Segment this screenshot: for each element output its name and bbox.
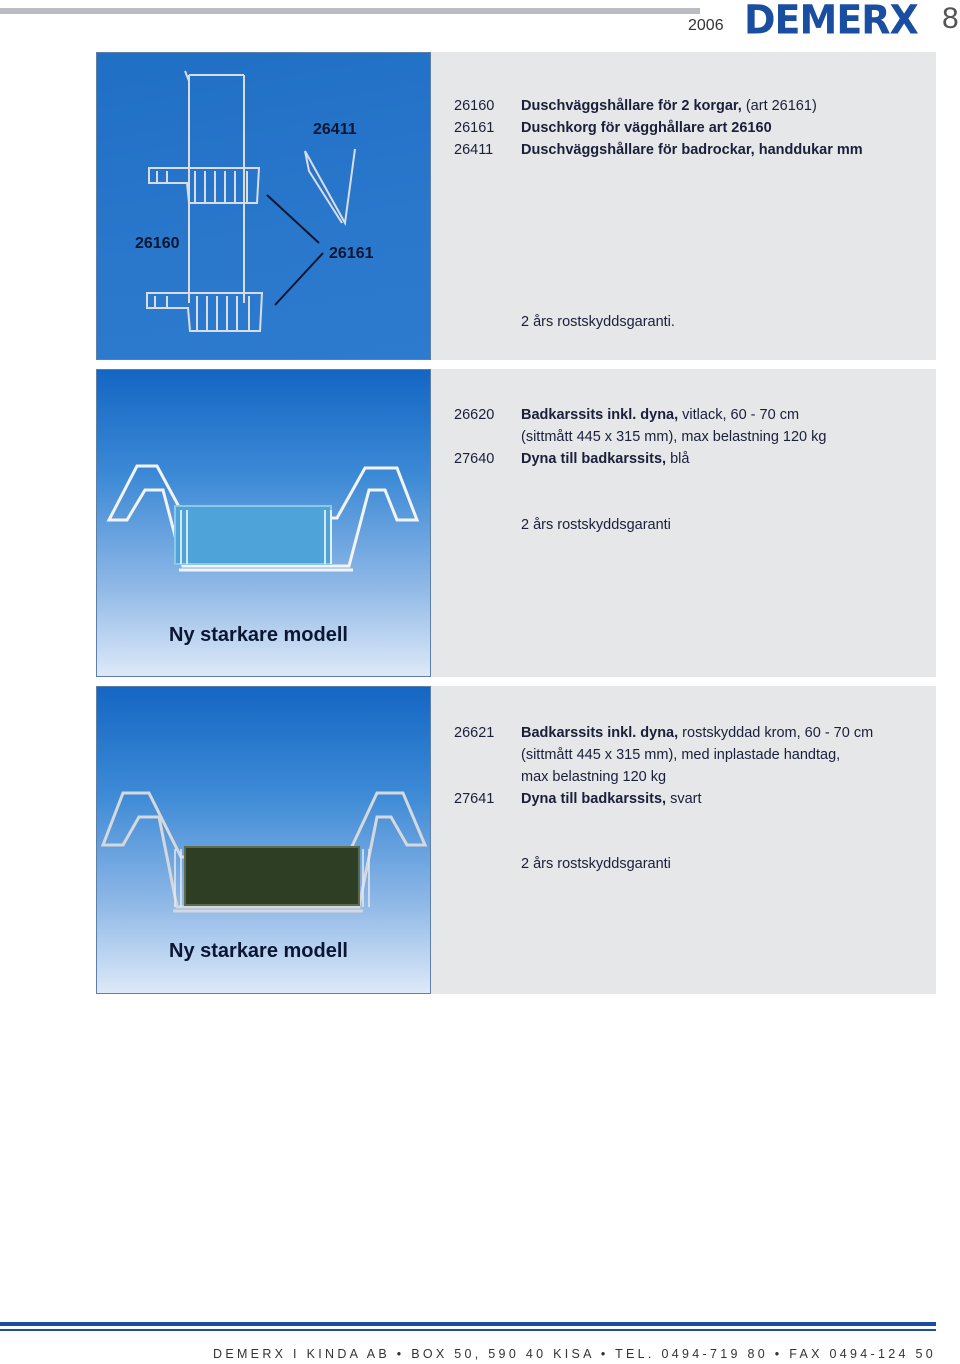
item-detail: max belastning 120 kg xyxy=(521,769,667,785)
item-title: Dyna till badkarssits, xyxy=(521,451,667,467)
item-detail: svart xyxy=(666,791,702,807)
item-title: Duschväggshållare för 2 korgar, xyxy=(521,98,742,114)
item-detail: (sittmått 445 x 315 mm), med inplastade handtag, xyxy=(521,747,841,763)
product-photo-bath-seat-chrome xyxy=(96,686,431,994)
item-row xyxy=(454,117,772,139)
item-row xyxy=(454,404,799,426)
article-number: 26620 xyxy=(454,407,495,423)
warranty-note: 2 års rostskyddsgaranti. xyxy=(521,314,675,330)
item-detail: blå xyxy=(666,451,690,467)
item-row xyxy=(454,788,702,810)
footer-rule xyxy=(0,1322,936,1326)
article-number: 26161 xyxy=(454,120,495,136)
item-title: Dyna till badkarssits, xyxy=(521,791,667,807)
header-rule xyxy=(0,8,700,14)
article-number: 26621 xyxy=(454,725,495,741)
seat-cushion-black xyxy=(185,847,359,905)
product-panel-bath-seat-chrome xyxy=(96,686,936,994)
product-photo-shower-holder xyxy=(96,52,431,360)
item-title: Badkarssits inkl. dyna, xyxy=(521,725,679,741)
photo-label-26160: 26160 xyxy=(135,235,180,252)
item-detail: vitlack, 60 - 70 cm xyxy=(678,407,800,423)
new-model-slogan: Ny starkare modell xyxy=(169,624,348,646)
item-detail: (sittmått 445 x 315 mm), max belastning 120 kg xyxy=(521,429,827,445)
item-detail: (art 26161) xyxy=(741,98,817,114)
new-model-slogan: Ny starkare modell xyxy=(169,940,348,962)
warranty-note: 2 års rostskyddsgaranti xyxy=(521,517,671,533)
shower-holder-illustration xyxy=(97,53,431,360)
item-title: Duschväggshållare för badrockar, handdukar mm xyxy=(521,142,863,158)
product-photo-bath-seat-white xyxy=(96,369,431,677)
item-row xyxy=(454,722,873,744)
item-title: Badkarssits inkl. dyna, xyxy=(521,407,679,423)
warranty-note: 2 års rostskyddsgaranti xyxy=(521,856,671,872)
product-panel-shower xyxy=(96,52,936,360)
seat-cushion-blue xyxy=(175,506,331,564)
item-row xyxy=(454,95,817,117)
header-year: 2006 xyxy=(688,17,724,34)
demerx-logo: DEMERX xyxy=(744,0,918,44)
photo-label-26161: 26161 xyxy=(329,245,374,262)
article-number: 26411 xyxy=(454,142,494,158)
item-row xyxy=(454,744,840,766)
item-row xyxy=(454,448,689,470)
item-row xyxy=(454,139,863,161)
article-number: 27641 xyxy=(454,791,495,807)
footer-rule xyxy=(0,1329,936,1331)
item-row xyxy=(454,426,826,448)
photo-label-26411: 26411 xyxy=(313,121,357,138)
page-number: 8 xyxy=(942,2,959,35)
article-number: 27640 xyxy=(454,451,495,467)
footer-contact: DEMERX I KINDA AB • BOX 50, 590 40 KISA • TEL. 0494-719 80 • FAX 0494-124 50 xyxy=(213,1347,936,1361)
product-panel-bath-seat-white xyxy=(96,369,936,677)
item-title: Duschkorg för vägghållare art 26160 xyxy=(521,120,772,136)
item-row xyxy=(454,766,666,788)
article-number: 26160 xyxy=(454,98,495,114)
item-detail: rostskyddad krom, 60 - 70 cm xyxy=(678,725,874,741)
